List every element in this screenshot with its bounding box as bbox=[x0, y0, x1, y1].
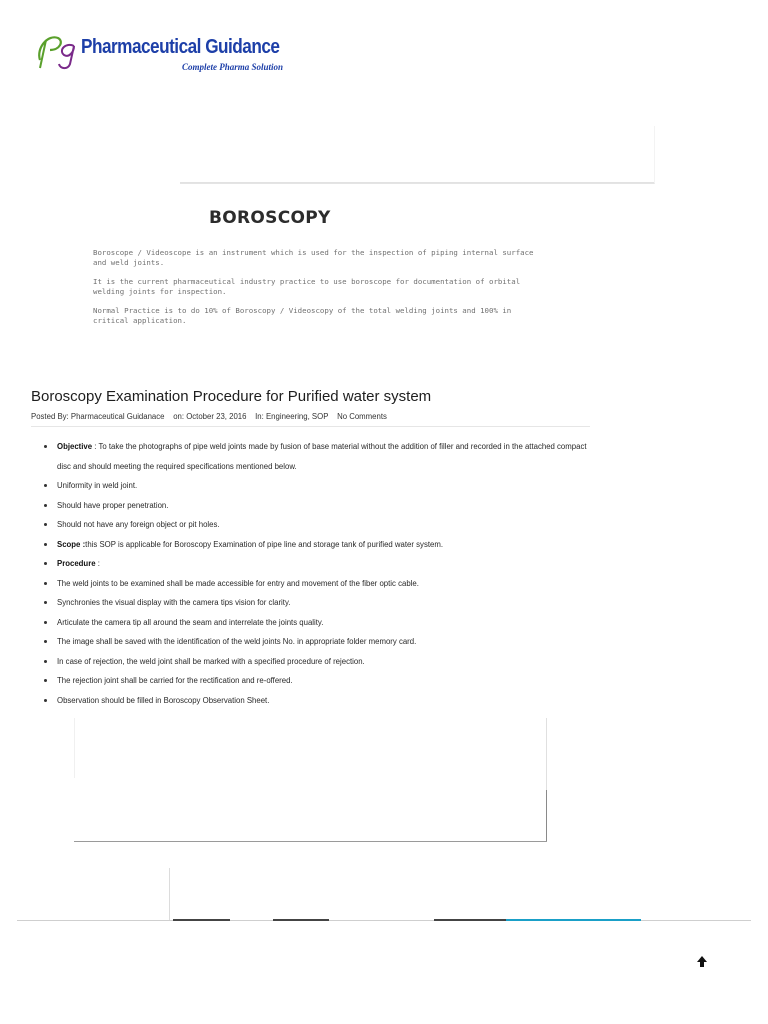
divider bbox=[180, 182, 654, 183]
featured-image-title: BOROSCOPY bbox=[209, 208, 331, 228]
list-item bbox=[41, 691, 601, 711]
meta-date-label: on: bbox=[173, 412, 185, 421]
list-item bbox=[41, 593, 601, 613]
procedure-list bbox=[41, 437, 601, 710]
list-item bbox=[41, 613, 601, 633]
list-item bbox=[41, 496, 601, 516]
meta-comments-link[interactable]: No Comments bbox=[337, 412, 387, 421]
list-item-text: : bbox=[95, 559, 100, 568]
list-item-text: The image shall be saved with the identification of the weld joints No. in appropriate folder memory card. bbox=[57, 637, 417, 646]
divider bbox=[74, 841, 547, 842]
footer-segment bbox=[273, 919, 329, 921]
meta-author-link[interactable]: Pharmaceutical Guidanace bbox=[70, 412, 165, 421]
list-item bbox=[41, 437, 601, 476]
featured-image bbox=[93, 205, 543, 335]
list-item-text: Should not have any foreign object or pit holes. bbox=[57, 520, 220, 529]
logo-tagline: Complete Pharma Solution bbox=[182, 62, 284, 72]
list-item-text: In case of rejection, the weld joint shall be marked with a specified procedure of rejection. bbox=[57, 656, 365, 666]
featured-image-paragraph: Boroscope / Videoscope is an instrument which is used for the inspection of piping internal surface and weld joints. bbox=[93, 248, 534, 267]
arrow-up-icon[interactable] bbox=[694, 954, 710, 970]
list-item bbox=[41, 632, 601, 652]
meta-posted-by-label: Posted By: bbox=[31, 412, 69, 421]
divider bbox=[31, 426, 590, 427]
list-item-text: Articulate the camera tip all around the seam and interrelate the joints quality. bbox=[57, 617, 324, 627]
divider bbox=[169, 868, 170, 920]
meta-in-label: In: bbox=[255, 412, 264, 421]
list-item-text: Synchronies the visual display with the camera tips vision for clarity. bbox=[57, 598, 291, 607]
list-item-text: The rejection joint shall be carried for the rectification and re-offered. bbox=[57, 676, 293, 685]
list-item bbox=[41, 652, 601, 672]
featured-image-paragraph: It is the current pharmaceutical industry practice to use boroscope for documentation of orbital welding joints for inspection. bbox=[93, 277, 521, 296]
list-item-text: The weld joints to be examined shall be made accessible for entry and movement of the fiber optic cable. bbox=[57, 578, 419, 588]
post-meta bbox=[31, 412, 387, 421]
featured-image-paragraph: Normal Practice is to do 10% of Boroscopy / Videoscopy of the total welding joints and 100% in critical application. bbox=[93, 306, 512, 325]
list-item-text: : To take the photographs of pipe weld joints made by fusion of base material without the addition of filler and recorded in the attached compact disc and should meeting the required specifications mentioned below. bbox=[57, 442, 587, 471]
meta-categories-link[interactable]: Engineering, SOP bbox=[265, 412, 329, 421]
list-item-text: Should have proper penetration. bbox=[57, 500, 169, 510]
list-item bbox=[41, 574, 601, 594]
list-item bbox=[41, 515, 601, 535]
divider bbox=[74, 718, 75, 778]
post-title: Boroscopy Examination Procedure for Purified water system bbox=[31, 388, 432, 405]
list-item bbox=[41, 535, 601, 555]
list-item-text: this SOP is applicable for Boroscopy Examination of pipe line and storage tank of purified water system. bbox=[85, 539, 444, 549]
divider bbox=[546, 790, 547, 842]
footer-segment bbox=[434, 919, 506, 921]
pg-monogram-icon bbox=[34, 30, 84, 70]
ad-placeholder-middle bbox=[74, 718, 547, 842]
list-item bbox=[41, 671, 601, 691]
site-logo[interactable] bbox=[34, 30, 294, 74]
list-item-label: Procedure bbox=[57, 559, 96, 568]
list-item-text: Uniformity in weld joint. bbox=[57, 481, 138, 490]
list-item-label: Scope : bbox=[57, 539, 86, 549]
list-item bbox=[41, 476, 601, 496]
ad-placeholder-top bbox=[180, 126, 655, 184]
footer-segment bbox=[506, 919, 641, 921]
meta-date: October 23, 2016 bbox=[186, 412, 247, 421]
logo-title: Pharmaceutical Guidance bbox=[81, 36, 280, 58]
list-item-label: Objective bbox=[57, 442, 93, 451]
list-item-text: Observation should be filled in Boroscopy Observation Sheet. bbox=[57, 695, 270, 705]
footer-segment bbox=[173, 919, 230, 921]
list-item bbox=[41, 554, 601, 574]
post-content bbox=[41, 437, 601, 710]
